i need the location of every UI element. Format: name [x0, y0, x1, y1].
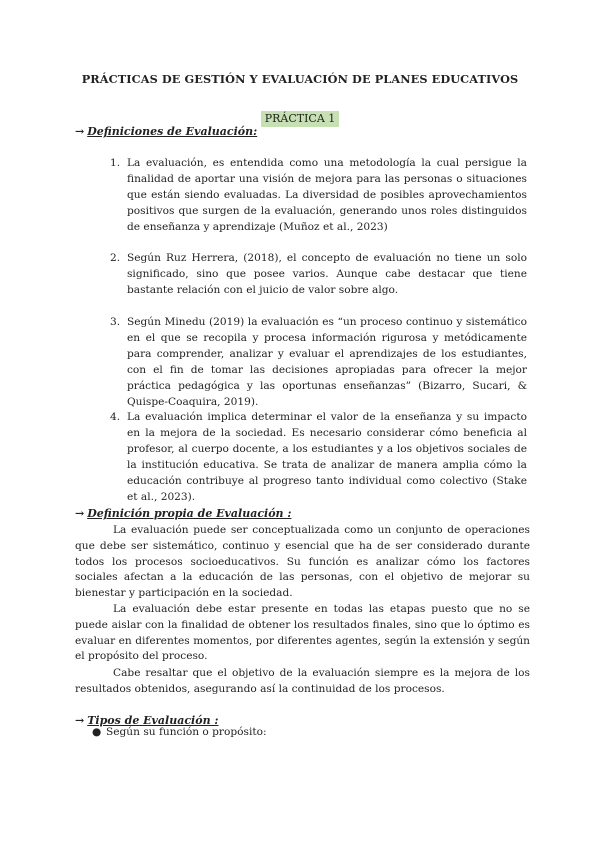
- list-text: La evaluación implica determinar el valor de la enseñanza y su impacto en la mejora de la sociedad. Es necesario considerar cómo beneficia al profesor, al cuerpo docente, a los estudiantes y a los objetivos sociales de la institución educativa. Se trata de analizar de manera amplia cómo la educación contribuye al progreso tanto individual como colectivo (Stake et al., 2023).: [127, 411, 527, 504]
- list-item-2: [110, 250, 527, 298]
- list-item-3: [110, 314, 527, 411]
- list-text: Según Ruz Herrera, (2018), el concepto de evaluación no tiene un solo significado, sino que posee varios. Aunque cabe destacar que tiene bastante relación con el juicio de valor sobre algo.: [127, 252, 527, 297]
- bullet-text: Según su función o propósito:: [106, 726, 267, 738]
- paragraph-propia-2: La evaluación debe estar presente en todas las etapas puesto que no se puede aislar con la finalidad de obtener los resultados finales, sino que lo óptimo es evaluar en diferentes momentos, por diferentes agentes, según la extensión y según el propósito del proceso.: [75, 603, 530, 663]
- bullet-item: [92, 726, 267, 738]
- list-item-4: [110, 409, 527, 506]
- document-title: PRÁCTICAS DE GESTIÓN Y EVALUACIÓN DE PLANES EDUCATIVOS: [81, 72, 519, 86]
- list-number: 1.: [110, 157, 121, 169]
- list-item-1: [110, 155, 527, 235]
- paragraph-propia-3: Cabe resaltar que el objetivo de la evaluación siempre es la mejora de los resultados obtenidos, asegurando así la continuidad de los procesos.: [75, 667, 530, 695]
- list-number: 4.: [110, 411, 121, 423]
- bullet-icon: ●: [92, 726, 102, 738]
- section-heading-definiciones: [75, 125, 257, 138]
- arrow-icon: →: [75, 125, 85, 138]
- paragraph-propia-1: La evaluación puede ser conceptualizada como un conjunto de operaciones que debe ser sistemático, continuo y esencial que ha de ser considerado durante todos los procesos socioeducativos. Su función es analizar cómo los factores sociales afectan a la educación de las personas, con el objetivo de mejorar su bienestar y participación en la sociedad.: [75, 524, 530, 600]
- subtitle-container: [0, 107, 600, 127]
- arrow-icon: →: [75, 714, 85, 727]
- arrow-icon: →: [75, 507, 85, 520]
- list-text: La evaluación, es entendida como una metodología la cual persigue la finalidad de aportar una visión de mejora para las personas o situaciones que están siendo evaluadas. La diversidad de posibles aprovechamientos positivos que surgen de la evaluación, generando unos roles distinguidos de enseñanza y aprendizaje (Muñoz et al., 2023): [127, 157, 527, 234]
- section-label: Tipos de Evaluación :: [87, 714, 219, 727]
- practice-label: PRÁCTICA 1: [261, 111, 340, 127]
- section-label: Definición propia de Evaluación :: [87, 507, 292, 520]
- list-text: Según Minedu (2019) la evaluación es “un proceso continuo y sistemático en el que se recopila y procesa información rigurosa y metódicamente para comprender, analizar y evaluar el aprendizajes de los estudiantes, con el fin de tomar las decisiones apropiadas para ofrecer la mejor práctica pedagógica y las oportunas enseñanzas” (Bizarro, Sucari, & Quispe-Coaquira, 2019).: [127, 316, 527, 409]
- list-number: 2.: [110, 252, 121, 264]
- section-heading-propia: [75, 507, 291, 520]
- list-number: 3.: [110, 316, 121, 328]
- section-label: Definiciones de Evaluación:: [87, 125, 258, 138]
